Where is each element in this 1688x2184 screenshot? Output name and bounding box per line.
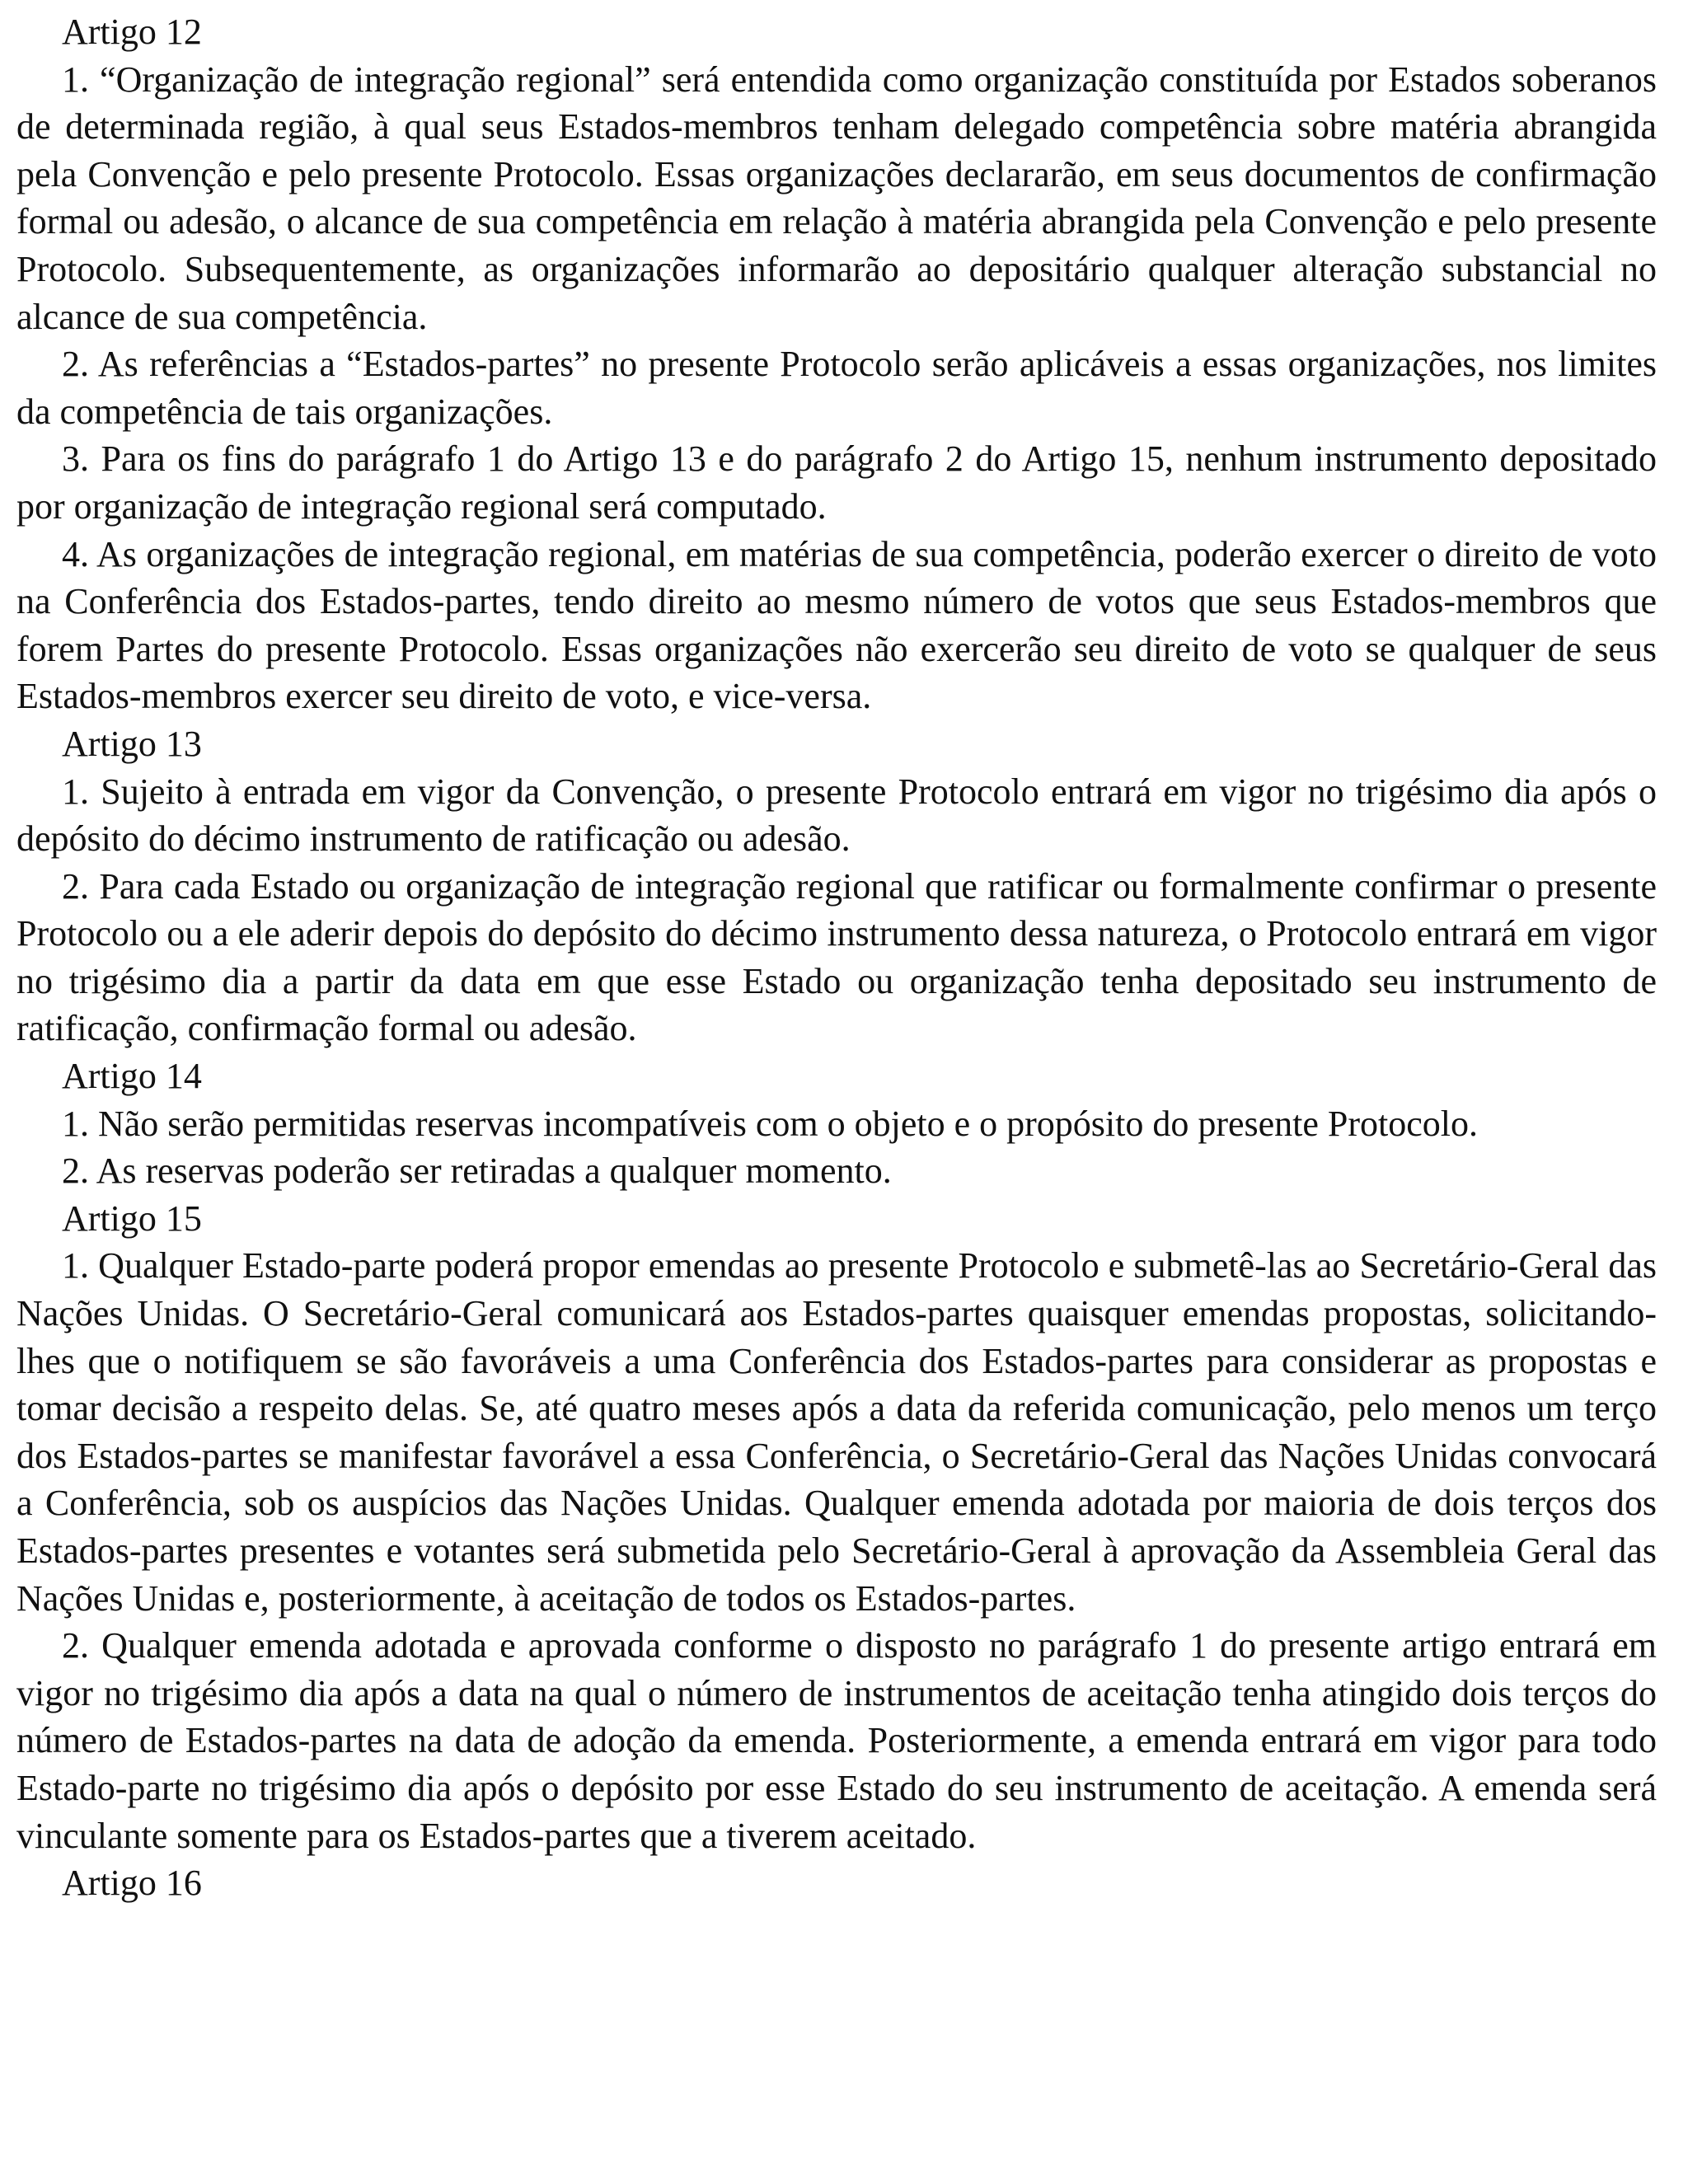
article-15 xyxy=(16,1195,1657,1859)
article-13 xyxy=(16,720,1657,1052)
article-paragraph: 1. Qualquer Estado-parte poderá propor emendas ao presente Protocolo e submetê-las ao Secretário-Geral das Nações Unidas. O Secretário-Geral comunicará aos Estados-partes quaisquer emendas propostas, solicitando-lhes que o notifiquem se são favoráveis a uma Conferência dos Estados-partes para considerar as propostas e tomar decisão a respeito delas. Se, até quatro meses após a data da referida comunicação, pelo menos um terço dos Estados-partes se manifestar favorável a essa Conferência, o Secretário-Geral das Nações Unidas convocará a Conferência, sob os auspícios das Nações Unidas. Qualquer emenda adotada por maioria de dois terços dos Estados-partes presentes e votantes será submetida pelo Secretário-Geral à aprovação da Assembleia Geral das Nações Unidas e, posteriormente, à aceitação de todos os Estados-partes. xyxy=(16,1245,1657,1619)
article-heading: Artigo 14 xyxy=(62,1056,202,1097)
article-paragraph: 2. As reservas poderão ser retiradas a qualquer momento. xyxy=(62,1151,892,1192)
article-16 xyxy=(16,1859,1657,1907)
article-paragraph: 1. Sujeito à entrada em vigor da Convenção, o presente Protocolo entrará em vigor no trigésimo dia após o depósito do décimo instrumento de ratificação ou adesão. xyxy=(16,771,1657,860)
article-paragraph: 2. Para cada Estado ou organização de integração regional que ratificar ou formalmente confirmar o presente Protocolo ou a ele aderir depois do depósito do décimo instrumento dessa natureza, o Protocolo entrará em vigor no trigésimo dia a partir da data em que esse Estado ou organização tenha depositado seu instrumento de ratificação, confirmação formal ou adesão. xyxy=(16,865,1657,1049)
document-page xyxy=(16,8,1657,1907)
article-14 xyxy=(16,1052,1657,1195)
article-heading: Artigo 15 xyxy=(62,1197,202,1239)
article-paragraph: 2. Qualquer emenda adotada e aprovada conforme o disposto no parágrafo 1 do presente artigo entrará em vigor no trigésimo dia após a data na qual o número de instrumentos de aceitação tenha atingido dois terços do número de Estados-partes na data de adoção da emenda. Posteriormente, a emenda entrará em vigor para todo Estado-parte no trigésimo dia após o depósito por esse Estado do seu instrumento de aceitação. A emenda será vinculante somente para os Estados-partes que a tiverem aceitado. xyxy=(16,1625,1657,1856)
article-paragraph: 3. Para os fins do parágrafo 1 do Artigo 13 e do parágrafo 2 do Artigo 15, nenhum instrumento depositado por organização de integração regional será computado. xyxy=(16,438,1657,527)
article-heading: Artigo 12 xyxy=(62,12,202,52)
article-heading: Artigo 16 xyxy=(62,1863,202,1904)
article-heading: Artigo 13 xyxy=(62,723,202,764)
article-paragraph: 1. “Organização de integração regional” será entendida como organização constituída por Estados soberanos de determinada região, à qual seus Estados-membros tenham delegado competência sobre matéria abrangida pela Convenção e pelo presente Protocolo. Essas organizações declararão, em seus documentos de confirmação formal ou adesão, o alcance de sua competência em relação à matéria abrangida pela Convenção e pelo presente Protocolo. Subsequentemente, as organizações informarão ao depositário qualquer alteração substancial no alcance de sua competência. xyxy=(16,59,1657,337)
article-paragraph: 4. As organizações de integração regional, em matérias de sua competência, poderão exercer o direito de voto na Conferência dos Estados-partes, tendo direito ao mesmo número de votos que seus Estados-membros que forem Partes do presente Protocolo. Essas organizações não exercerão seu direito de voto se qualquer de seus Estados-membros exercer seu direito de voto, e vice-versa. xyxy=(16,533,1657,717)
article-paragraph: 1. Não serão permitidas reservas incompatíveis com o objeto e o propósito do presente Protocolo. xyxy=(62,1103,1479,1144)
article-12 xyxy=(16,8,1657,720)
article-paragraph: 2. As referências a “Estados-partes” no presente Protocolo serão aplicáveis a essas organizações, nos limites da competência de tais organizações. xyxy=(16,344,1657,432)
